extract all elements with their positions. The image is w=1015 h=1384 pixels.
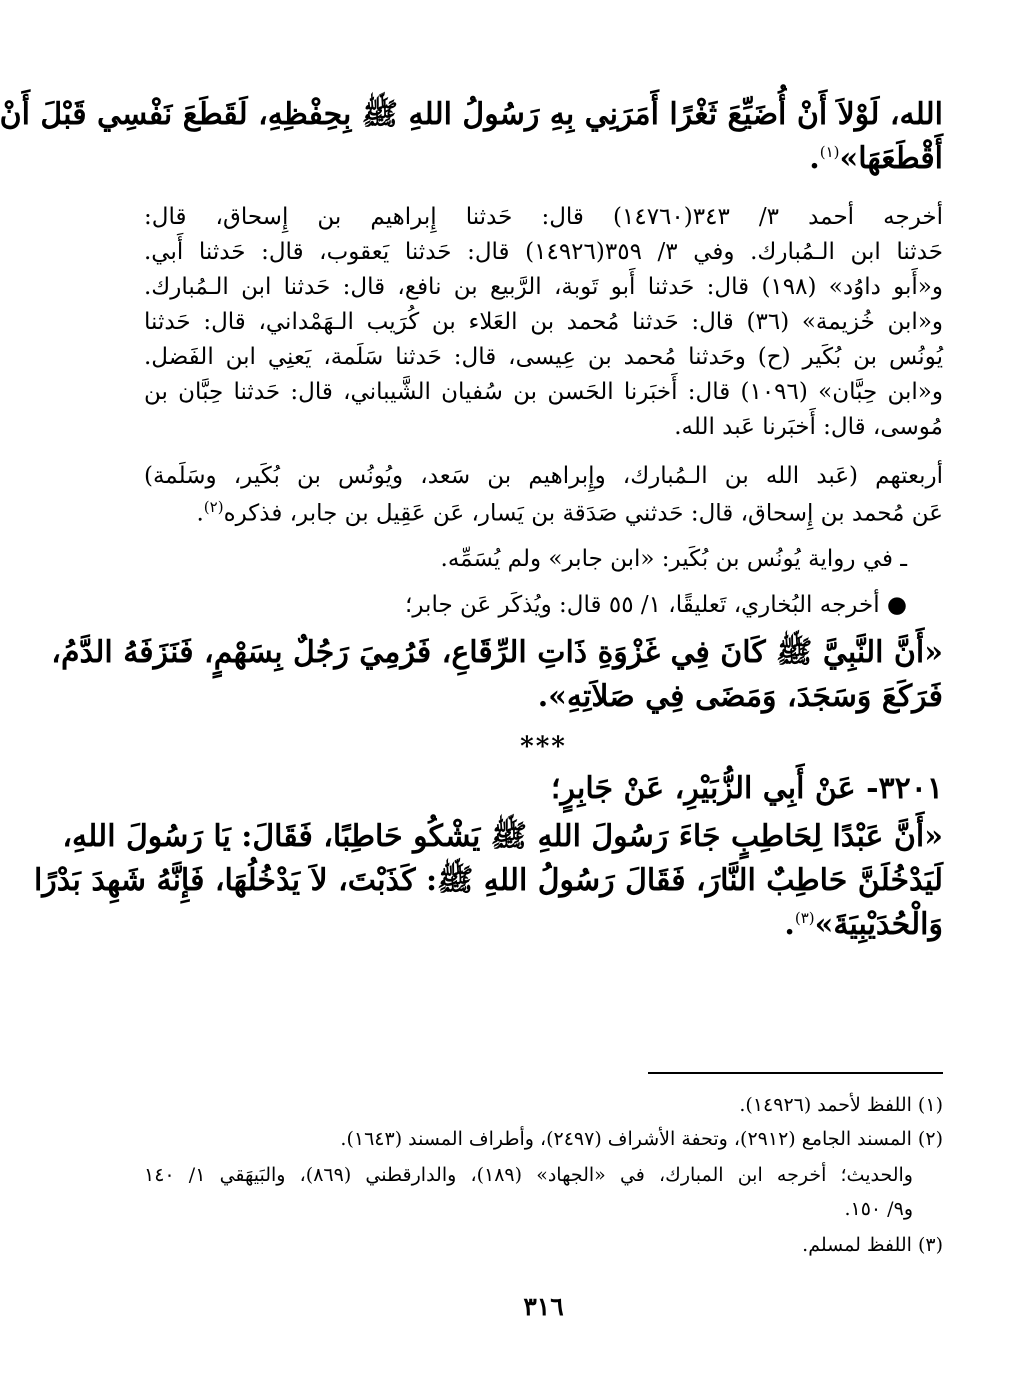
takhrij-line: حَدثنا ابن الـمُبارك. وفي ٣/ ٣٥٩(١٤٩٢٦) قال: حَدثنا يَعقوب، قال: حَدثنا أَبي.	[144, 239, 943, 265]
footnote-1: (١) اللفظ لأحمد (١٤٩٢٦).	[739, 1094, 943, 1116]
bukhari-takhrij: ● أخرجه البُخاري، تَعليقًا، ١/ ٥٥ قال: ويُذكَر عَن جابر؛	[405, 592, 907, 618]
quote-line: «أَنَّ عَبْدًا لِحَاطِبٍ جَاءَ رَسُولَ اللهِ ﷺ يَشْكُو حَاطِبًا، فَقَالَ: يَا رَسُولَ اللهِ،	[62, 819, 943, 854]
footnote-2-continuation: والحديث؛ أخرجه ابن المبارك، في «الجهاد» (١٨٩)، والدارقطني (٨٦٩)، والبَيهَقي ١/ ١٤٠	[144, 1164, 913, 1186]
period: .	[784, 907, 795, 942]
footnote-marker: (٣)	[794, 909, 815, 927]
quote-line: «أَنَّ النَّبِيَّ ﷺ كَانَ فِي غَزْوَةِ ذَاتِ الرِّقَاعِ، فَرُمِيَ رَجُلٌ بِسَهْمٍ، فَنَزَفَهُ الدَّمُ،	[51, 635, 943, 670]
document-page	[0, 86, 944, 1384]
quote-line-end	[144, 907, 943, 942]
takhrij-line: و«ابن خُزيمة» (٣٦) قال: حَدثنا مُحمد بن العَلاء بن كُرَيب الـهَمْداني، قال: حَدثنا	[144, 309, 944, 335]
quote-line: لَيَدْخُلَنَّ حَاطِبٌ النَّارَ، فَقَالَ رَسُولُ اللهِ ﷺ: كَذَبْتَ، لاَ يَدْخُلُهَا، فَإِنَّهُ شَهِدَ بَدْرًا	[33, 863, 943, 898]
isnad-line: أربعتهم (عَبد الله بن الـمُبارك، وإِبراهيم بن سَعد، ويُونُس بن بُكَير، وسَلَمة)	[144, 463, 943, 489]
isnad-line-end	[144, 500, 943, 526]
quote-line-end	[144, 141, 943, 176]
section-separator: ***	[520, 732, 567, 762]
footnote-2-continuation: و٩/ ١٥٠.	[844, 1198, 913, 1220]
takhrij-line: أخرجه أحمد ٣/ ٣٤٣(١٤٧٦٠) قال: حَدثنا إِبراهيم بن إِسحاق، قال:	[144, 204, 944, 230]
quote-line: فَرَكَعَ وَسَجَدَ، وَمَضَى فِي صَلاَتِهِ».	[537, 679, 943, 714]
footnote-3: (٣) اللفظ لمسلم.	[802, 1234, 943, 1256]
period: .	[196, 500, 204, 527]
isnad-text: عَن مُحمد بن إِسحاق، قال: حَدثني صَدَقة بن يَسار، عَن عَقِيل بن جابر، فذكره	[223, 500, 943, 527]
takhrij-line: يُونُس بن بُكَير (ح) وحَدثنا مُحمد بن عِيسى، قال: حَدثنا سَلَمة، يَعنِي ابن الفَضل.	[144, 344, 943, 370]
takhrij-line: مُوسى، قال: أَخبَرنا عَبد الله.	[674, 414, 943, 440]
footnote-divider	[648, 1072, 943, 1074]
quote-text: وَالْحُدَيْبِيَةَ»	[814, 907, 943, 942]
takhrij-line: و«أَبو داوُد» (١٩٨) قال: حَدثنا أَبو تَوبة، الرَّبيع بن نافع، قال: حَدثنا ابن الـمُبارك.	[144, 274, 943, 300]
footnote-2: (٢) المسند الجامع (٢٩١٢)، وتحفة الأشراف (٢٤٩٧)، وأطراف المسند (١٦٤٣).	[340, 1128, 943, 1150]
hadith-heading: ٣٢٠١- عَنْ أَبِي الزُّبَيْرِ، عَنْ جَابِرٍ؛	[550, 771, 943, 806]
takhrij-line: و«ابن حِبَّان» (١٠٩٦) قال: أَخبَرنا الحَسن بن سُفيان الشَّيباني، قال: حَدثنا حِبَّان بن	[144, 379, 943, 405]
footnote-marker: (٢)	[203, 498, 224, 516]
narration-note: ـ في رواية يُونُس بن بُكَير: «ابن جابر» ولم يُسَمِّه.	[440, 546, 907, 572]
page-number: ٣١٦	[523, 1292, 564, 1321]
period: .	[809, 141, 820, 176]
quote-line: الله، لَوْلاَ أَنْ أُضَيِّعَ ثَغْرًا أَمَرَنِي بِهِ رَسُولُ اللهِ ﷺ بِحِفْظِهِ، لَقَطَعَ نَفْسِي قَبْلَ أَنْ	[0, 97, 943, 132]
footnote-marker: (١)	[819, 143, 840, 161]
quote-text: أَقْطَعَهَا»	[839, 141, 943, 176]
